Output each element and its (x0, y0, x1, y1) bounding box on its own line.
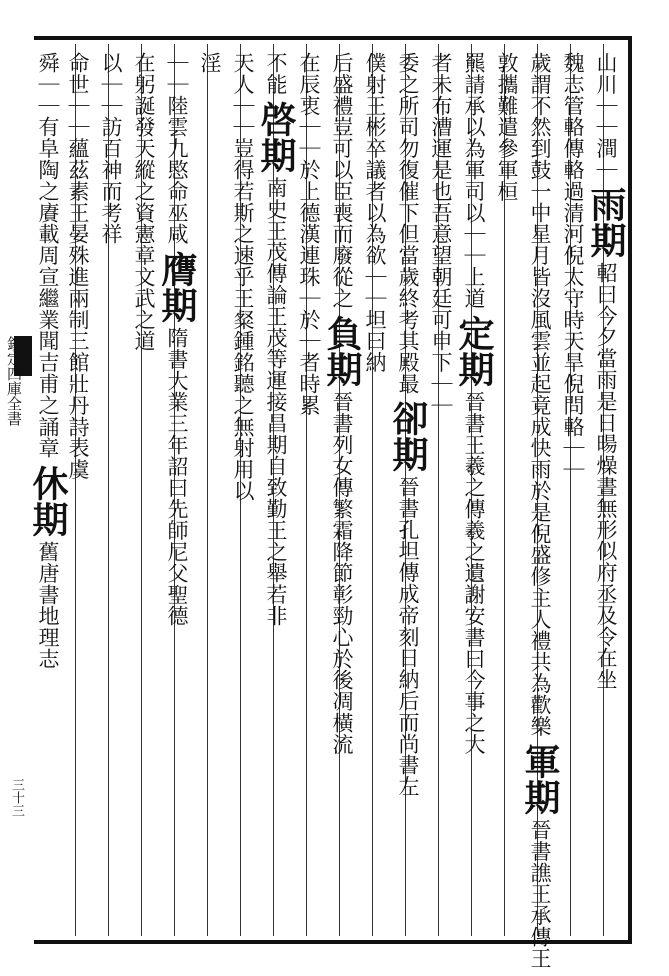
column-text: 舊唐書地理志 (36, 540, 60, 670)
page-number: 三十三 (9, 778, 24, 817)
text-column-16 (93, 52, 129, 932)
text-column-15 (126, 52, 162, 932)
column-text: 在辰衷｜｜於上德漢連珠｜於｜者時累 (297, 52, 321, 416)
column-text: 天人｜｜豈得若斯之速乎王粲鍾銘聽之無射用以 (231, 52, 255, 502)
page-frame (27, 36, 632, 969)
edge-book-title: 欽定四庫全書 (5, 336, 23, 426)
column-text: 晉書譙王承傳王 (528, 818, 552, 969)
entry-heading: 膺期 (156, 250, 198, 323)
column-text: 僕射王彬卒議者以為欲｜｜坦曰納 (363, 52, 387, 373)
entry-heading: 休期 (27, 464, 69, 537)
column-text: 命世｜｜蘊茲素王晏殊進兩制三館壯丹詩表虞 (66, 52, 90, 480)
text-column-5 (453, 52, 495, 932)
column-text: 歲謂不然到鼓一中星月皆沒風雲並起竟成快雨於是倪盛修主人禮共為歡樂 (528, 52, 552, 737)
text-column-3 (519, 52, 561, 969)
column-text: 舜｜｜有阜陶之賡載周宣繼業聞吉甫之誦章 (36, 52, 60, 459)
entry-heading: 軍期 (519, 742, 561, 815)
column-text: 晉書王羲之傳羲之遺謝安書曰今事之大 (462, 390, 486, 755)
text-column-1 (585, 52, 627, 932)
column-text: 南史王茂傳論王茂等運接昌期自致勤王之舉若非 (264, 176, 288, 627)
column-text: 淫 (198, 52, 222, 74)
column-text: 在躬誕發天縱之資憲章文武之道 (132, 52, 156, 352)
entry-heading: 卻期 (387, 400, 429, 473)
text-column-8 (357, 52, 393, 932)
entry-heading: 定期 (453, 314, 495, 387)
column-text: 羆請承以為軍司以｜｜上道 (462, 52, 486, 309)
column-text: 敦攜難遣參軍桓 (495, 52, 519, 202)
text-column-12 (225, 52, 261, 932)
text-column-4 (489, 52, 525, 932)
column-text: 不能 (264, 52, 288, 95)
column-text: 者未布漕運是也吾意望朝廷可申下｜｜ (429, 52, 453, 416)
text-column-6 (423, 52, 459, 932)
text-column-18 (27, 52, 69, 932)
text-column-11 (255, 52, 297, 932)
column-text: 委之所司勿復催下但當歲終考其殿最 (396, 52, 420, 395)
text-column-7 (387, 52, 429, 932)
column-text: 隋書大業三年詔曰先師尼父聖德 (165, 326, 189, 627)
column-text: 后盛禮豈可以臣喪而廢從之 (330, 52, 354, 309)
text-column-10 (291, 52, 327, 932)
text-column-14 (156, 52, 198, 932)
column-text: 晉書列女傳繁霜降節彰勁心於後凋橫流 (330, 390, 354, 755)
column-text: ｜｜陸雲九愍命巫咸 (165, 52, 189, 245)
text-column-9 (321, 52, 363, 932)
entry-heading: 負期 (321, 314, 363, 387)
column-text: 以｜｜訪百神而考祥 (99, 52, 123, 245)
entry-heading: 啓期 (255, 100, 297, 173)
text-column-13 (192, 52, 228, 932)
column-text: 晉書孔坦傳成帝刻日納后而尚書左 (396, 476, 420, 798)
entry-heading: 雨期 (585, 186, 627, 259)
column-text: 軺曰今夕當雨是日暘燥晝無形似府丞及令在坐 (594, 262, 618, 691)
column-text: 魏志管輅傳輅過清河倪太守時天旱倪問輅｜｜ (561, 52, 585, 480)
column-text: 山川｜｜澗｜ (594, 52, 618, 181)
